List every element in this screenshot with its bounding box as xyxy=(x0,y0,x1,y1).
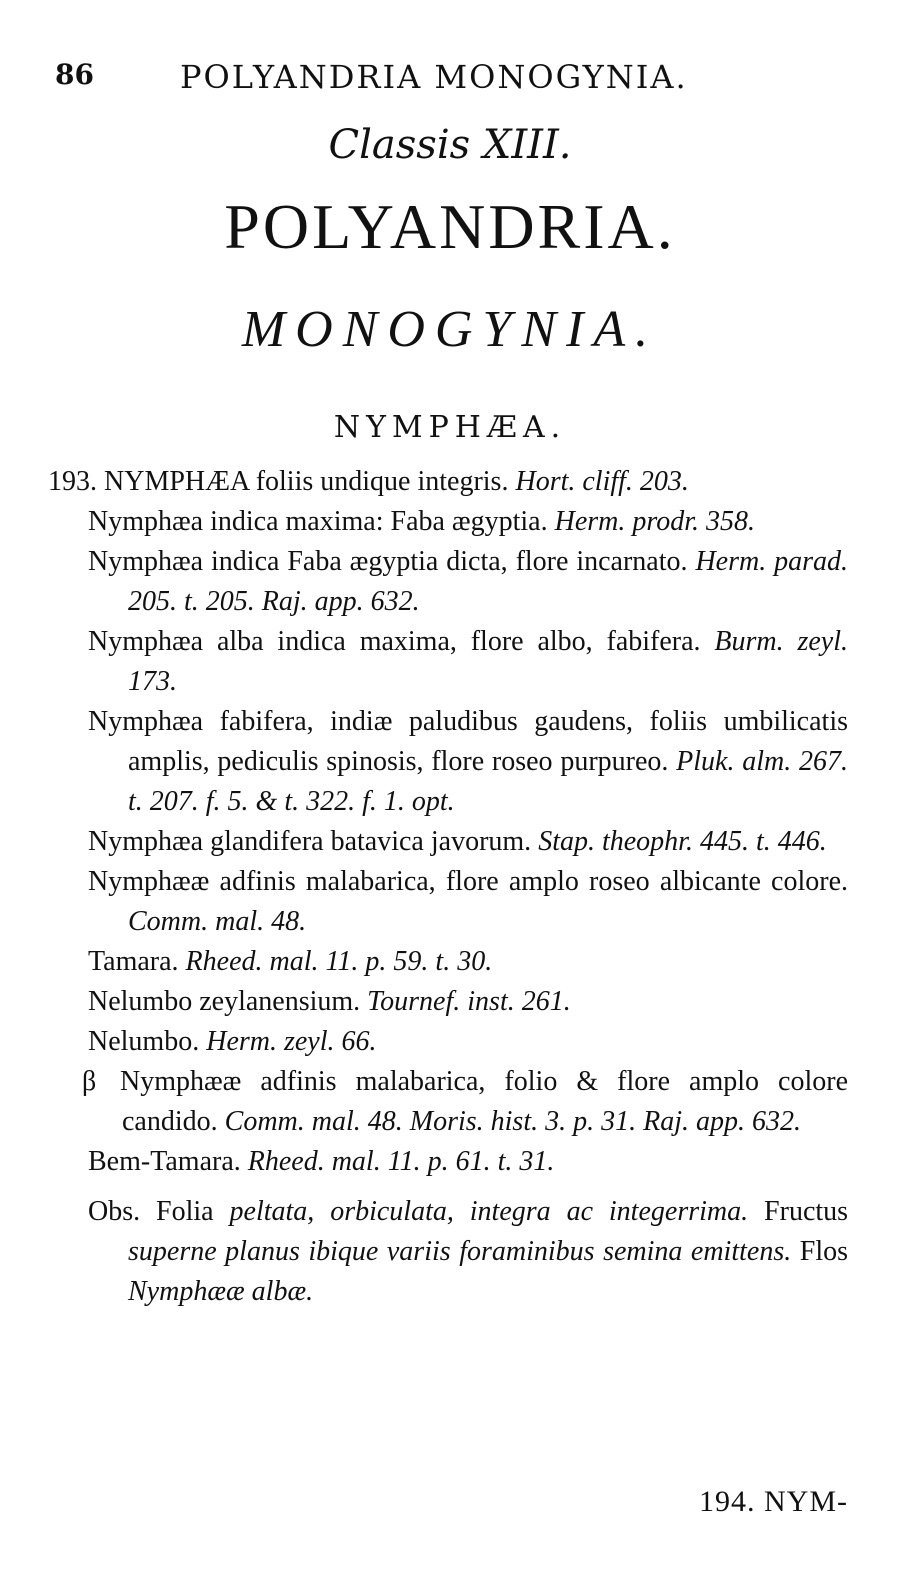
variety-entry xyxy=(82,1062,848,1142)
entry-ref: Rheed. mal. 11. p. 61. t. 31. xyxy=(247,1146,555,1177)
synonym-entry xyxy=(88,982,848,1022)
observation-text: Fructus xyxy=(764,1196,849,1227)
entry-ref: Comm. mal. 48. xyxy=(128,906,307,937)
entry-lead: Nymphæa fabifera, indiæ paludibus gaudens, foliis umbilicatis amplis, pediculis spinosis, flore roseo purpureo. xyxy=(88,706,848,777)
class-title: POLYANDRIA. xyxy=(224,191,676,262)
entry-ref: Herm. prodr. 358. xyxy=(554,506,756,537)
entry-ref: Herm. parad. 205. t. 205. Raj. app. 632. xyxy=(128,546,849,617)
entry-ref: Hort. cliff. 203. xyxy=(515,466,689,497)
order-title: MONOGYNIA. xyxy=(241,301,659,358)
species-entry xyxy=(48,462,848,502)
running-head xyxy=(55,58,855,102)
observation-text: superne planus ibique variis foraminibus semina emittens. xyxy=(128,1236,792,1267)
page-number: 86 xyxy=(55,58,94,91)
observation-text: peltata, orbiculata, integra ac integerrima. xyxy=(229,1196,749,1227)
entry-ref: Comm. mal. 48. Moris. hist. 3. p. 31. Raj. app. 632. xyxy=(224,1106,801,1137)
synonym-entry xyxy=(88,1142,848,1182)
synonym-entry xyxy=(88,622,848,702)
entry-ref: Burm. zeyl. 173. xyxy=(128,626,848,697)
entry-lead: Nymphæa indica maxima: Faba ægyptia. xyxy=(88,506,548,537)
running-title: POLYANDRIA MONOGYNIA. xyxy=(180,58,688,96)
entry-lead: Tamara. xyxy=(88,946,179,977)
entry-ref: Pluk. alm. 267. t. 207. f. 5. & t. 322. f. 1. opt. xyxy=(128,746,848,817)
entry-ref: Herm. zeyl. 66. xyxy=(206,1026,377,1057)
entry-lead: Nelumbo. xyxy=(88,1026,200,1057)
observation-note xyxy=(88,1192,848,1312)
observation-text: Nymphææ albæ. xyxy=(128,1276,314,1307)
entry-lead: Nymphææ adfinis malabarica, flore amplo roseo albicante colore. xyxy=(88,866,848,897)
observation-label: Obs. xyxy=(88,1196,141,1227)
synonym-entry xyxy=(88,942,848,982)
entry-lead: 193. NYMPHÆA foliis undique integris. xyxy=(48,466,509,497)
species-text xyxy=(48,462,849,1312)
entry-lead: Bem-Tamara. xyxy=(88,1146,241,1177)
entry-lead: Nymphæa glandifera batavica javorum. xyxy=(88,826,532,857)
synonym-entry xyxy=(88,862,848,942)
entry-ref: Stap. theophr. 445. t. 446. xyxy=(538,826,827,857)
entry-lead: Nymphæa alba indica maxima, flore albo, fabifera. xyxy=(88,626,701,657)
genus-heading: NYMPHÆA. xyxy=(333,410,567,445)
synonym-entry xyxy=(88,1022,848,1062)
entry-ref: Rheed. mal. 11. p. 59. t. 30. xyxy=(185,946,493,977)
entry-lead: Nymphæa indica Faba ægyptia dicta, flore incarnato. xyxy=(88,546,688,577)
observation-text: Flos xyxy=(799,1236,849,1267)
synonym-entry xyxy=(88,822,848,862)
variety-marker: β xyxy=(82,1066,97,1097)
synonym-entry xyxy=(88,702,848,822)
synonym-entry xyxy=(88,502,848,542)
entry-lead: Nelumbo zeylanensium. xyxy=(88,986,361,1017)
synonym-entry xyxy=(88,542,848,622)
entry-lead: Nymphææ adfinis malabarica, folio & flore amplo colore candido. xyxy=(120,1066,848,1137)
observation-text: Folia xyxy=(156,1196,214,1227)
entry-ref: Tournef. inst. 261. xyxy=(367,986,571,1017)
catchword: 194. NYM- xyxy=(699,1485,848,1518)
classis-heading: Classis XIII. xyxy=(328,122,572,168)
